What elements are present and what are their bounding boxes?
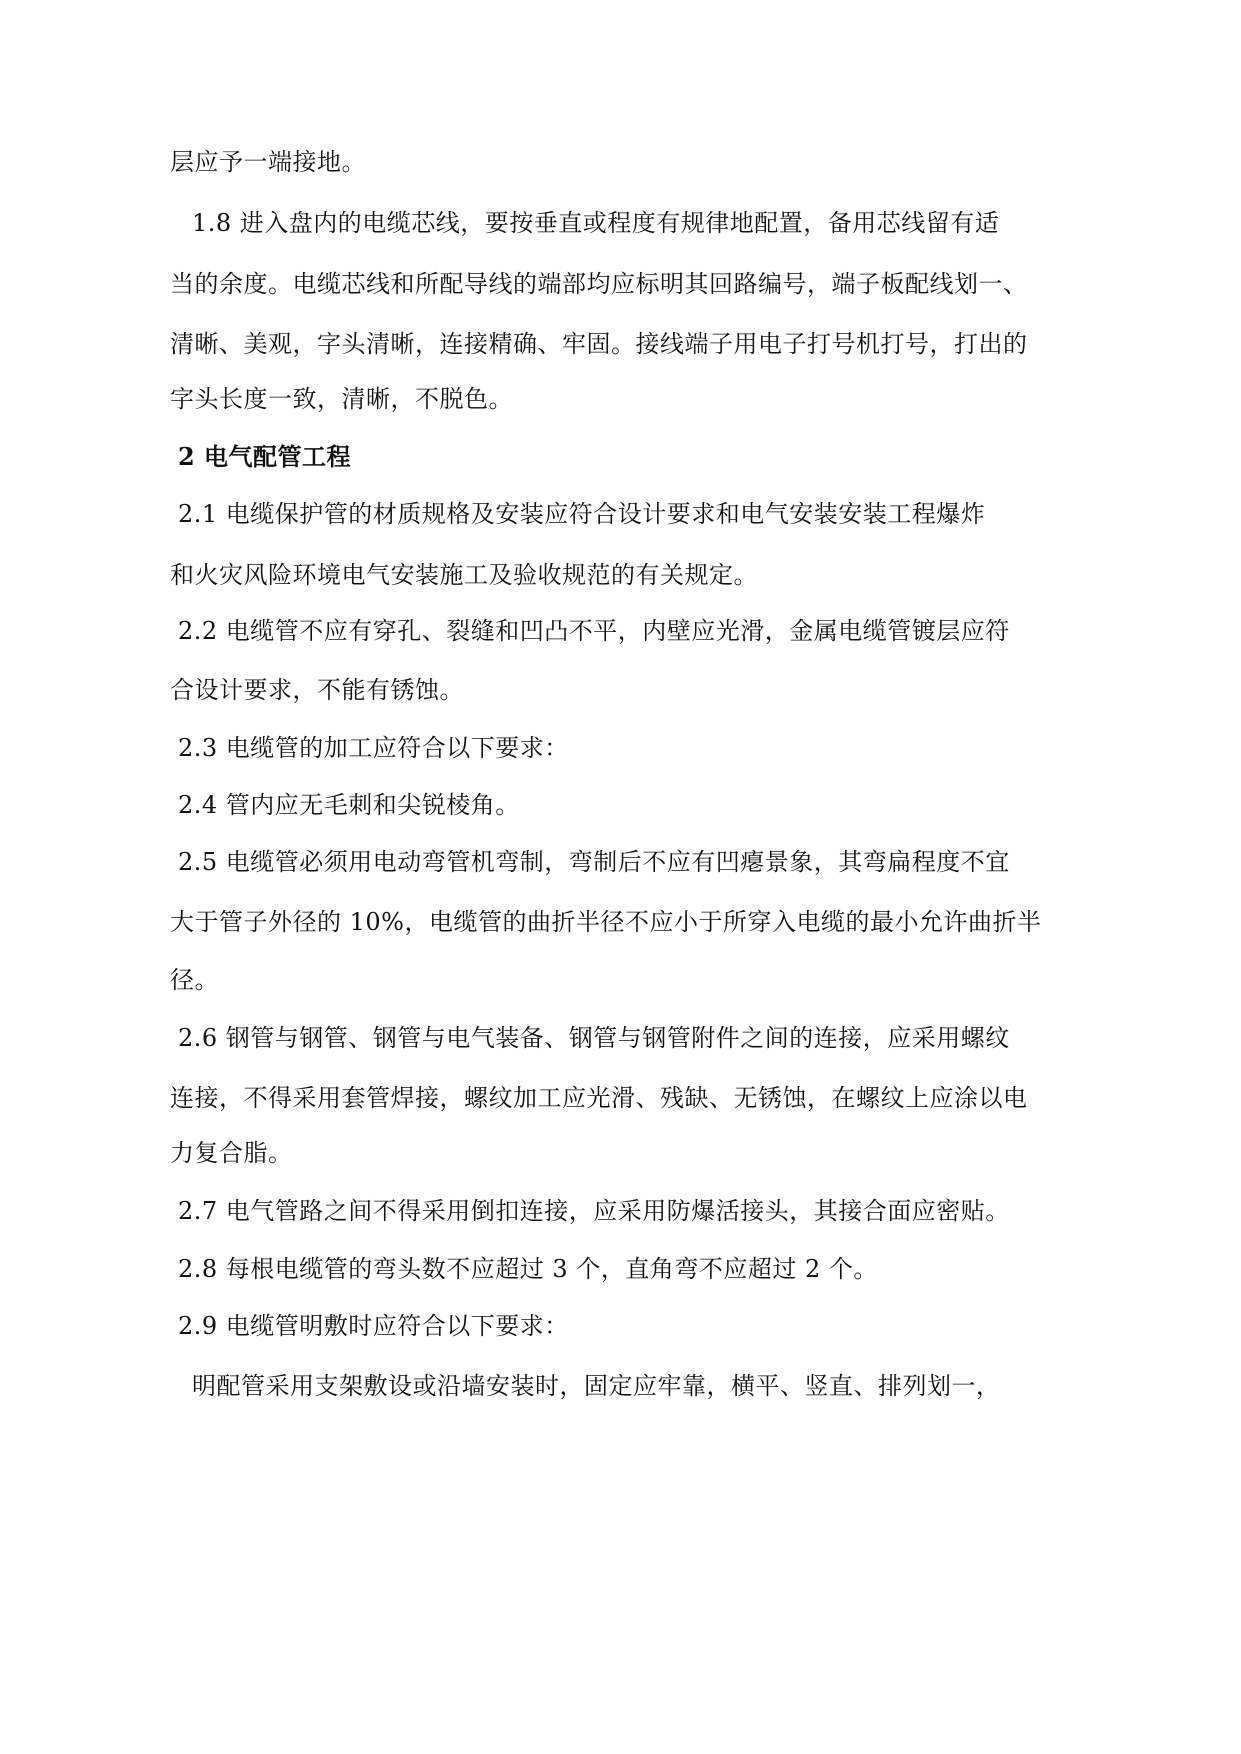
paragraph-line: 当的余度。电缆芯线和所配导线的端部均应标明其回路编号，端子板配线划一、 [170, 270, 1028, 298]
paragraph-line: 2.1 电缆保护管的材质规格及安装应符合设计要求和电气安装安装工程爆炸 [178, 500, 986, 528]
paragraph-line: 合设计要求，不能有锈蚀。 [170, 676, 464, 704]
paragraph-line: 和火灾风险环境电气安装施工及验收规范的有关规定。 [170, 561, 758, 589]
paragraph-line: 连接，不得采用套管焊接，螺纹加工应光滑、残缺、无锈蚀，在螺纹上应涂以电 [170, 1084, 1028, 1112]
paragraph-line: 2.3 电缆管的加工应符合以下要求： [178, 734, 569, 762]
paragraph-line: 径。 [170, 966, 219, 994]
paragraph-line: 2.6 钢管与钢管、钢管与电气装备、钢管与钢管附件之间的连接，应采用螺纹 [178, 1024, 1010, 1052]
paragraph-line: 2.4 管内应无毛刺和尖锐棱角。 [178, 791, 520, 819]
paragraph-line: 力复合脂。 [170, 1139, 293, 1167]
paragraph-line: 2.9 电缆管明敷时应符合以下要求： [178, 1312, 569, 1340]
paragraph-line: 大于管子外径的 10%，电缆管的曲折半径不应小于所穿入电缆的最小允许曲折半 [170, 908, 1042, 936]
paragraph-line: 2.7 电气管路之间不得采用倒扣连接，应采用防爆活接头，其接合面应密贴。 [178, 1197, 1010, 1225]
paragraph-line: 1.8 进入盘内的电缆芯线，要按垂直或程度有规律地配置，备用芯线留有适 [192, 209, 1000, 237]
section-heading: 2 电气配管工程 [178, 442, 352, 471]
paragraph-line: 清晰、美观，字头清晰，连接精确、牢固。接线端子用电子打号机打号，打出的 [170, 330, 1028, 358]
paragraph-line: 字头长度一致，清晰，不脱色。 [170, 385, 513, 413]
paragraph-line: 2.8 每根电缆管的弯头数不应超过 3 个，直角弯不应超过 2 个。 [178, 1255, 878, 1283]
paragraph-line: 层应予一端接地。 [170, 148, 366, 176]
paragraph-line: 2.5 电缆管必须用电动弯管机弯制，弯制后不应有凹瘪景象，其弯扁程度不宜 [178, 848, 1010, 876]
paragraph-line: 明配管采用支架敷设或沿墙安装时，固定应牢靠，横平、竖直、排列划一， [192, 1372, 1001, 1400]
paragraph-line: 2.2 电缆管不应有穿孔、裂缝和凹凸不平，内壁应光滑，金属电缆管镀层应符 [178, 617, 1010, 645]
